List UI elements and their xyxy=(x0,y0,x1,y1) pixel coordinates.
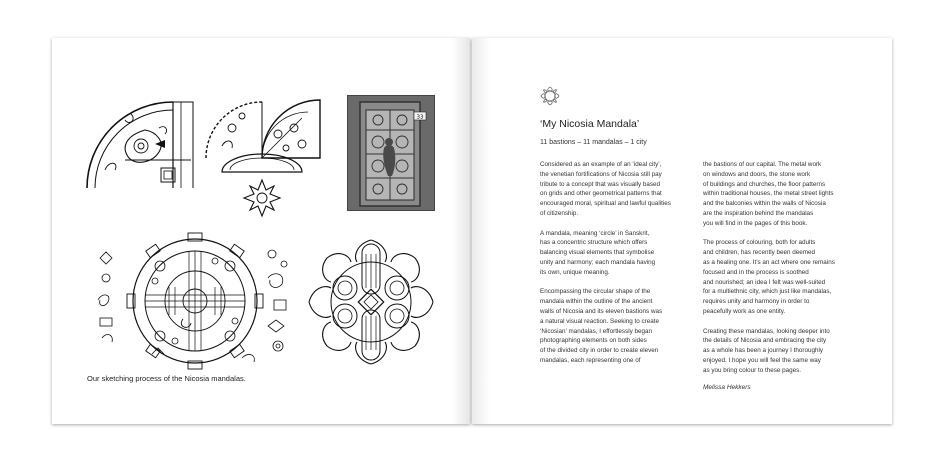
text-column-1 xyxy=(540,160,690,376)
text-line: walls of Nicosia and its eleven bastions was xyxy=(540,307,663,315)
text-line: photographing elements on both sides xyxy=(540,337,647,345)
open-book xyxy=(52,38,892,424)
text-line: peacefully work as one entity. xyxy=(703,307,786,315)
sketch-flower-mandala xyxy=(306,238,436,366)
text-line: Encompassing the circular shape of the xyxy=(540,288,651,296)
text-line: encouraged moral, spiritual and lawful qualities xyxy=(540,200,671,208)
text-line: Considered as an example of an ‘ideal city’, xyxy=(540,161,662,168)
left-page xyxy=(52,38,470,424)
author-signature: Melissa Hekkers xyxy=(703,384,751,391)
text-line: tribute to a concept that was visually based xyxy=(540,180,661,188)
spine-shadow-right xyxy=(472,38,490,424)
sketch-fanlight-heart xyxy=(85,100,195,190)
text-line: are the inspiration behind the mandalas xyxy=(703,209,814,217)
door-photo xyxy=(347,95,435,211)
text-line: and the balconies within the walls of Nicosia xyxy=(703,200,826,208)
text-column-2 xyxy=(703,160,853,385)
text-line: requires unity and harmony in order to xyxy=(703,298,810,306)
paragraph xyxy=(703,238,853,316)
text-line: and nourished; an idea I felt was well-suited xyxy=(703,278,826,286)
section-title: ‘My Nicosia Mandala’ xyxy=(540,118,640,130)
text-line: a natural visual reaction. Seeking to create xyxy=(540,317,660,325)
text-line: the bastions of our capital. The metal work xyxy=(703,161,822,168)
text-line: of citizenship. xyxy=(540,209,579,217)
text-line: mandala within the outline of the ancient xyxy=(540,298,653,306)
text-line: for a multiethnic city, which just like mandalas, xyxy=(703,288,832,296)
mandala-emblem-icon xyxy=(540,86,560,106)
section-subtitle: 11 bastions – 11 mandalas – 1 city xyxy=(540,139,647,146)
text-line: ‘Nicosian’ mandalas, I effortlessly began xyxy=(540,327,653,335)
text-line: its own, unique meaning. xyxy=(540,268,610,276)
text-line: enjoyed. I hope you will feel the same way xyxy=(703,356,821,364)
sketch-bastion-mandala-draft xyxy=(92,234,302,369)
paragraph xyxy=(703,160,853,229)
paragraph xyxy=(540,287,690,365)
text-line: and children, has recently been deemed xyxy=(703,249,816,257)
right-page xyxy=(472,38,892,424)
text-line: of buildings and churches, the floor patterns xyxy=(703,180,826,188)
text-line: the venetian fortifications of Nicosia still pay xyxy=(540,170,662,178)
sketch-fan-star xyxy=(202,98,327,218)
text-line: The process of colouring, both for adults xyxy=(703,239,816,247)
text-line: focused and in the process is soothed xyxy=(703,268,809,276)
text-line: unity and harmony; each mandala having xyxy=(540,258,656,266)
text-line: as a whole has been a journey I thoroughly xyxy=(703,347,824,355)
text-line: as you bring colour to these pages. xyxy=(703,366,802,374)
door-number: 33 xyxy=(416,114,424,121)
text-line: A mandala, meaning ‘circle’ in Sanskrit, xyxy=(540,229,650,237)
text-line: balancing visual elements that symbolise xyxy=(540,249,655,257)
text-line: on grids and other geometrical patterns that xyxy=(540,190,662,198)
paragraph xyxy=(540,229,690,278)
text-line: mandalas, each representing one of xyxy=(540,356,641,364)
text-line: of the divided city in order to create eleven xyxy=(540,347,659,355)
text-line: on windows and doors, the stone work xyxy=(703,170,811,178)
paragraph xyxy=(703,327,853,376)
paragraph xyxy=(540,160,690,219)
figure-caption: Our sketching process of the Nicosia mandalas. xyxy=(87,374,246,383)
text-line: has a concentric structure which offers xyxy=(540,239,648,247)
text-line: the details of Nicosia and embracing the city xyxy=(703,337,827,345)
text-line: Creating these mandalas, looking deeper into xyxy=(703,327,830,335)
text-line: as a healing one. It’s an act where one remains xyxy=(703,258,835,266)
text-line: within traditional houses, the metal street lights xyxy=(703,190,834,198)
text-line: you will find in the pages of this book. xyxy=(703,219,808,227)
spine-shadow-left xyxy=(452,38,470,424)
